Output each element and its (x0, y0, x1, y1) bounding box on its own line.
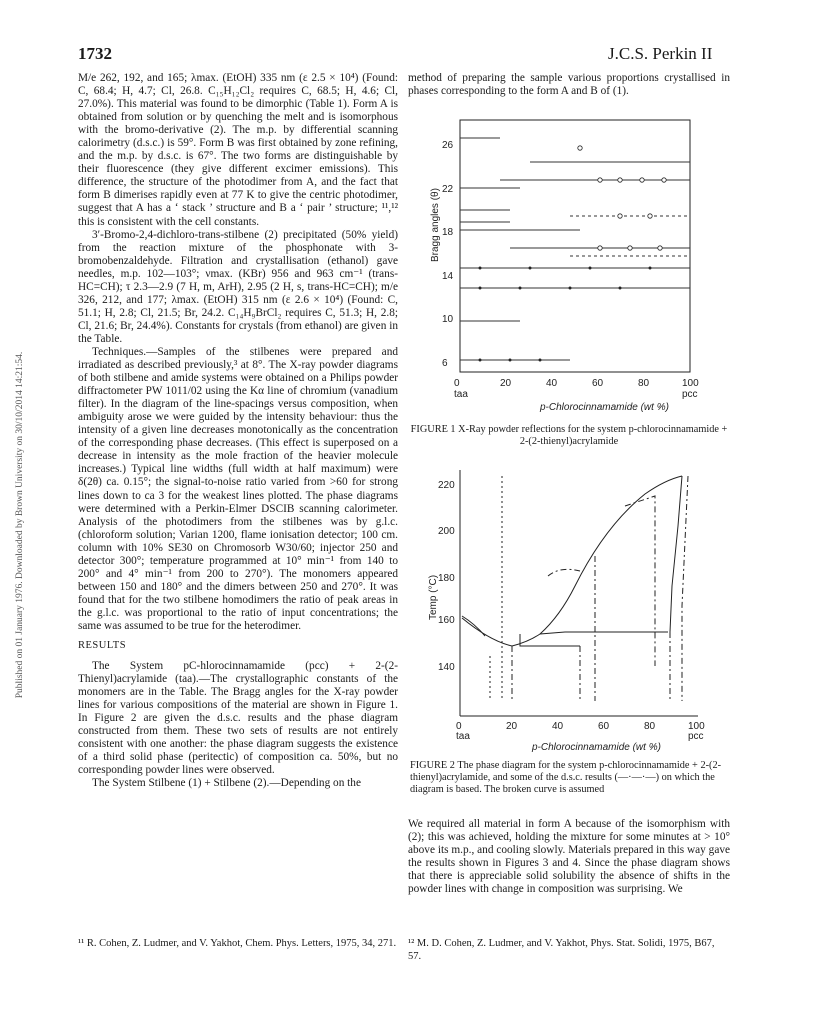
footnote-12: ¹² M. D. Cohen, Z. Ludmer, and V. Yakhot, Phys. Stat. Solidi, 1975, B67, 57. (408, 938, 715, 962)
figure2-caption (410, 760, 728, 796)
results-heading: RESULTS (78, 640, 127, 652)
paragraph: The System pC-hlorocinnamamide (pcc) + 2-(2-Thienyl)acrylamide (taa).—The crystallographic constants of the monomers are in the Table. The Bragg angles for the X-ray powder lines for various compositions of the material are shown in Figure 1. In Figure 2 are given the d.s.c. results and the phase diagram constructed from them. These two sets of results are not entirely consistent with one another: the phase diagram suggests the existence of a third solid phase (peritectic) of composition ca. 50%, but no corresponding powder lines were observed. (78, 660, 398, 777)
right-end-label: pcc (688, 731, 704, 742)
paragraph: M/e 262, 192, and 165; λmax. (EtOH) 335 nm (ε 2.5 × 10⁴) (Found: C, 68.4; H, 4.7; Cl, 26.8. C₁₅H₁₂Cl₂ requires C, 68.5; H, 4.6; Cl, 27.0%). This material was found to be dimorphic (Table 1). Form A is obtained from solution or by quenching the melt and is isomorphous with the bromo-derivative (2). The m.p. by differential scanning calorimetry (d.s.c.) is 59°. Form B was first obtained by zone refining, and the m.p. by d.s.c. is 67°. The two forms are distinguishable by their fluorescence (they give different excimer emissions). This difference, the structure of the photodimer from A, and the fact that form B dimerises rapidly even at 77 K to give the centric photodimer, suggest that A has a ‘ stack ’ structure and B a ‘ pair ’ structure; ¹¹,¹² this is consistent with the cell constants. (78, 72, 398, 228)
ytick: 200 (438, 526, 455, 537)
xtick: 60 (598, 721, 610, 732)
paragraph: Techniques.—Samples of the stilbenes were prepared and irradiated as described previously,³ at 8°. The X-ray powder diagrams of both stilbene and amide systems were obtained on a Philips powder diffractometer PW 1011/02 using the Kα line of chromium (vanadium filter). In the diagram of the line-spacings versus composition, when ambiguity arose we were guided by the intensity behaviour: thus the intensity of a given line decreases monotonically as the concentration of the corresponding phase decreases. (This effect is superposed on a decrease in intensity as the mole fraction of the heavier molecule increases.) Typical line widths (full width at half maximum) were δ(2θ) ca. 0.15°; the signal-to-noise ratio varied from >60 for strong lines down to ca 3 for the weakest lines plotted. The phase diagrams were determined with a Perkin-Elmer DSCIB scanning calorimeter. Analysis of the photodimers from the stilbenes was by g.l.c. (chloroform solution; Varian 1200, flame ionisation detector; 100 cm. column with 10% SE30 on Chromosorb W30/60; injector 250 and detector 300°; temperature programmed at 10° min⁻¹ from 140 to 200° and 4° min⁻¹ from 200 to 270°). The monomers appeared between 150 and 180° and the dimers between 250 and 270°. It was found that for the two stilbene homodimers the ratio of peak areas in the g.l.c. was proportional to the ratio of input concentrations; the same was assumed to be true for the heterodimer. (78, 345, 398, 632)
caption-label: FIGURE 2 (410, 760, 455, 771)
ytick: 10 (442, 314, 454, 325)
paragraph: 3′-Bromo-2,4-dichloro-trans-stilbene (2) precipitated (50% yield) from the reaction mixture of the phosphonate with 3-bromobenzaldehyde. Filtration and crystallisation (ethanol) gave needles, m.p. 102—103°; νmax. (KBr) 956 and 963 cm⁻¹ (trans-HC=CH); τ 2.3—2.9 (7 H, m, ArH), 2.95 (2 H, s, trans-HC=CH); m/e 326, 212, and 177; λmax. (EtOH) 315 nm (ε 2.6 × 10⁴) (Found: C, 51.1; H, 2.8; Cl, 21.5; Br, 24.2. C₁₄H₉BrCl₂ requires C, 51.3; H, 2.8; Cl, 21.6; Br, 24.4%). Constants for crystals (from ethanol) are given in the Table. (78, 228, 398, 345)
ytick: 22 (442, 184, 454, 195)
xtick: 80 (638, 378, 650, 389)
ytick: 180 (438, 573, 455, 584)
ytick: 6 (442, 358, 448, 369)
ytick: 18 (442, 227, 454, 238)
left-end-label: taa (456, 731, 470, 742)
footnote-11: ¹¹ R. Cohen, Z. Ludmer, and V. Yakhot, Chem. Phys. Letters, 1975, 34, 271. (78, 938, 397, 949)
xtick: 100 (688, 721, 705, 732)
caption-text: X-Ray powder reflections for the system p-chlorocinnamamide + 2-(2-thienyl)acrylamide (458, 424, 728, 447)
xtick: 100 (682, 378, 699, 389)
figure1-caption (410, 424, 728, 448)
xtick: 20 (506, 721, 518, 732)
figure2-ylabel: Temp (°C) (428, 574, 439, 620)
figure2-xlabel: p-Chlorocinnamamide (wt %) (532, 742, 661, 753)
right-bottom-text: We required all material in form A because of the isomorphism with (2); this was achieved, holding the mixture for some minutes at > 10° above its m.p., and cooling slowly. Materials prepared in this way gave the results shown in Figures 3 and 4. Since the phase diagram shows that there is appreciable solid solubility the absence of shifts in the powder lines with change in composition was surprising. We (408, 818, 730, 896)
figure1-ylabel: Bragg angles (θ) (430, 188, 441, 262)
caption-label: FIGURE 1 (410, 424, 456, 435)
xtick: 40 (552, 721, 564, 732)
ytick: 140 (438, 662, 455, 673)
xtick: 0 (454, 378, 460, 389)
right-end-label: pcc (682, 389, 698, 400)
xtick: 0 (456, 721, 462, 732)
journal-title: J.C.S. Perkin II (608, 44, 713, 63)
right-top-text: method of preparing the sample various proportions crystallised in phases corresponding to the form A and B of (1). (408, 72, 730, 98)
left-end-label: taa (454, 389, 468, 400)
xtick: 40 (546, 378, 558, 389)
xtick: 80 (644, 721, 656, 732)
ytick: 26 (442, 140, 454, 151)
ytick: 220 (438, 480, 455, 491)
caption-text: The phase diagram for the system p-chlorocinnamamide + 2-(2-thienyl)acrylamide, and some of the d.s.c. results (—·—·—) on which the diagram is based. The broken curve is assumed (410, 760, 722, 795)
figure1-xlabel: p-Chlorocinnamamide (wt %) (540, 402, 669, 413)
ytick: 14 (442, 271, 454, 282)
figure-2 (420, 466, 720, 754)
xtick: 20 (500, 378, 512, 389)
xtick: 60 (592, 378, 604, 389)
ytick: 160 (438, 615, 455, 626)
page-number: 1732 (78, 44, 112, 63)
left-column (78, 72, 398, 791)
paragraph: The System Stilbene (1) + Stilbene (2).—Depending on the (92, 777, 361, 790)
download-notice: Published on 01 January 1976. Downloaded by Brown University on 30/10/2014 14:21:54. (15, 351, 25, 699)
figure-1 (420, 118, 720, 418)
